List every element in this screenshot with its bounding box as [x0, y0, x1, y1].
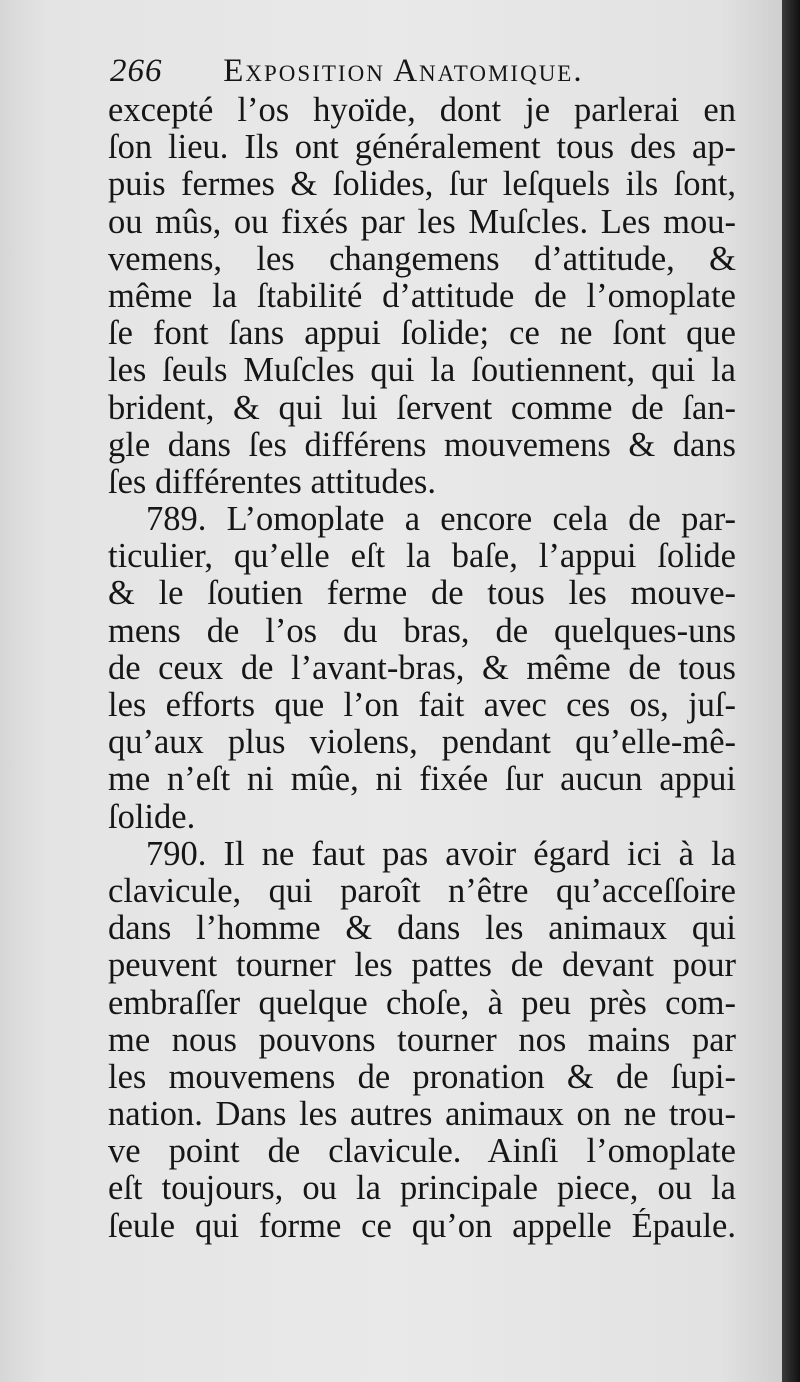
text-line: vemens, les changemens d’attitude, &	[108, 240, 736, 278]
text-line: brident, & qui lui ſervent comme de ſan-	[108, 389, 736, 427]
text-line: embraſſer quelque choſe, à peu près com-	[108, 984, 736, 1022]
text-line: ticulier, qu’elle eſt la baſe, l’appui ſolide	[108, 538, 736, 576]
text-line: ſeule qui forme ce qu’on appelle Épaule.	[108, 1207, 736, 1245]
paragraph-790-start: 790. Il ne faut pas avoir égard ici à la	[146, 835, 736, 873]
text-line: qu’aux plus violens, pendant qu’elle-mê-	[108, 724, 736, 762]
text-line: nation. Dans les autres animaux on ne trou-	[108, 1096, 736, 1134]
text-line: mens de l’os du bras, de quelques-uns	[108, 612, 736, 650]
text-line: me n’eſt ni mûe, ni fixée ſur aucun appui	[108, 761, 736, 799]
text-line: gle dans ſes différens mouvemens & dans	[108, 426, 736, 464]
text-line: puis fermes & ſolides, ſur leſquels ils ſont,	[108, 166, 736, 204]
text-line: excepté l’os hyoïde, dont je parlerai en	[108, 92, 736, 129]
text-line: ſolide.	[108, 798, 196, 836]
text-line: de ceux de l’avant-bras, & même de tous	[108, 649, 736, 687]
paragraph-789-start: 789. L’omoplate a encore cela de par-	[146, 501, 736, 539]
text-line: ſes différentes attitudes.	[108, 463, 436, 501]
text-line: même la ſtabilité d’attitude de l’omoplate	[108, 277, 736, 315]
text-line: & le ſoutien ferme de tous les mouve-	[108, 575, 736, 613]
text-line: ſe font ſans appui ſolide; ce ne ſont que	[108, 315, 736, 353]
text-line: me nous pouvons tourner nos mains par	[108, 1021, 736, 1059]
text-line: clavicule, qui paroît n’être qu’acceſſoire	[108, 872, 736, 910]
text-line: les mouvemens de pronation & de ſupi-	[108, 1058, 736, 1096]
text-line: ſon lieu. Ils ont généralement tous des ap-	[108, 129, 736, 167]
text-line: peuvent tourner les pattes de devant pour	[108, 947, 736, 985]
text-line: les ſeuls Muſcles qui la ſoutiennent, qui la	[108, 352, 736, 390]
text-line: dans l’homme & dans les animaux qui	[108, 910, 736, 948]
text-line: ou mûs, ou fixés par les Muſcles. Les mou-	[108, 203, 736, 241]
text-line: ve point de clavicule. Ainſi l’omoplate	[108, 1133, 736, 1171]
text-line: eſt toujours, ou la principale piece, ou la	[108, 1170, 736, 1208]
page-number: 266	[110, 53, 163, 89]
running-title: Exposition Anatomique.	[223, 53, 584, 89]
text-line: les efforts que l’on fait avec ces os, juſ-	[108, 687, 736, 724]
page-header	[110, 48, 740, 94]
body-text	[108, 92, 736, 1245]
